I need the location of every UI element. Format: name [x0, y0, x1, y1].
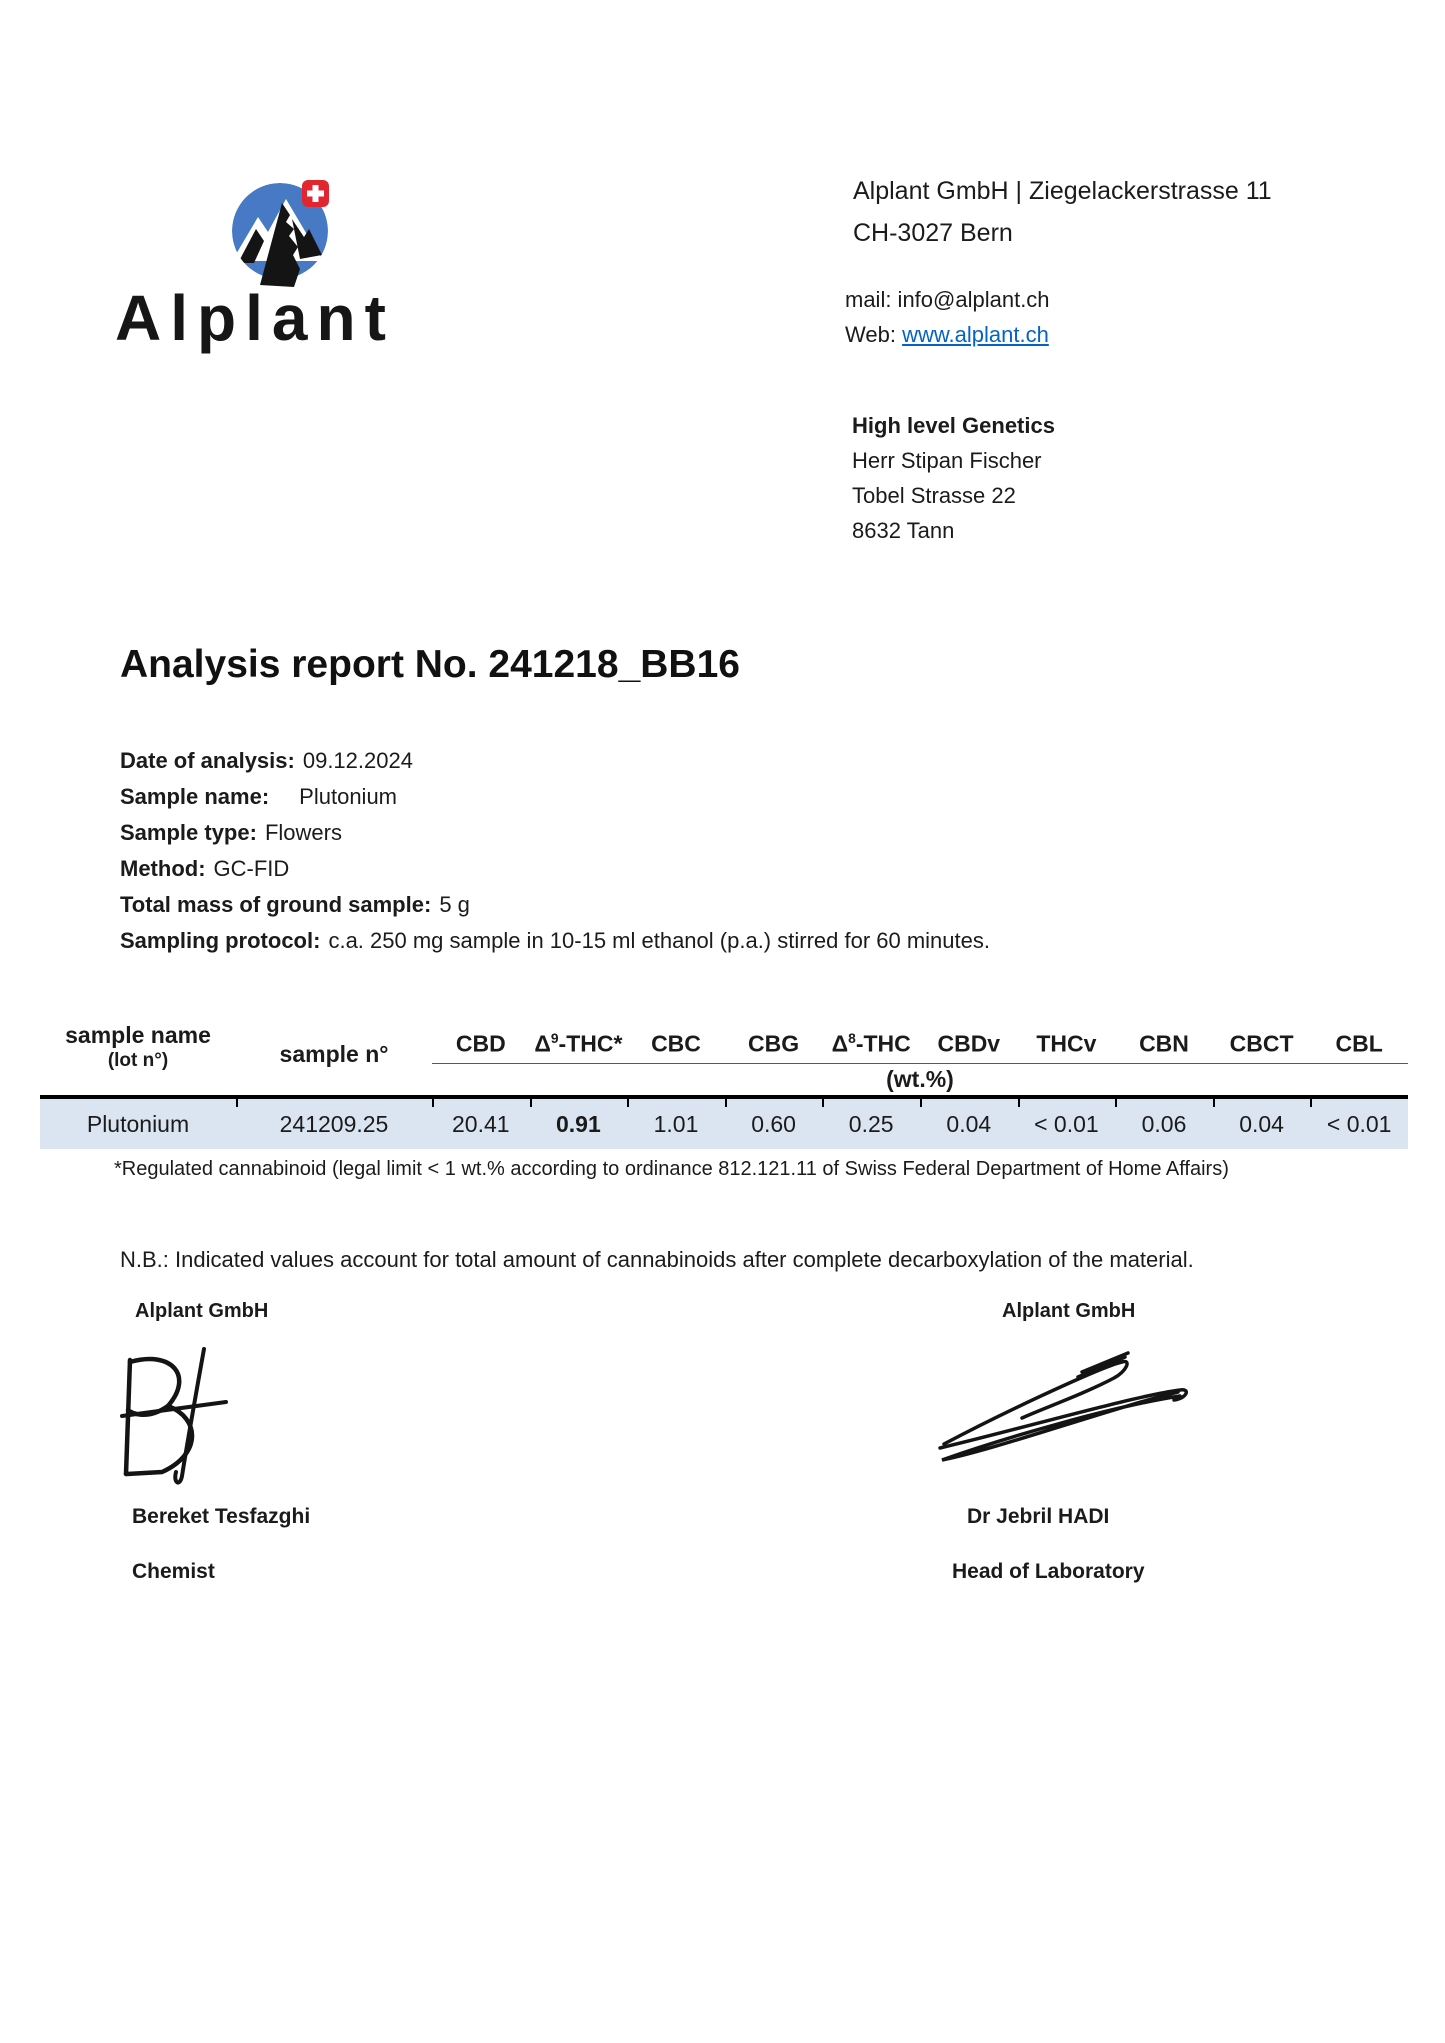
- results-table: [40, 1000, 1408, 1149]
- table-top-border: [40, 1095, 1408, 1100]
- cell-cbct: 0.04: [1239, 1110, 1284, 1137]
- cell-sample-number: 241209.25: [279, 1110, 389, 1137]
- unit-label: (wt.%): [886, 1065, 954, 1092]
- info-row-sampling-protocol: Sampling protocol: c.a. 250 mg sample in 10-15 ml ethanol (p.a.) stirred for 60 minutes.: [120, 928, 990, 953]
- recipient-address: [852, 408, 1055, 548]
- signature-name-left: Bereket Tesfazghi: [132, 1505, 311, 1528]
- column-divider-tick: [1115, 1099, 1117, 1107]
- column-divider-tick: [822, 1099, 824, 1107]
- cell-cbc: 1.01: [653, 1110, 699, 1137]
- cell-thcv: < 0.01: [1034, 1110, 1099, 1137]
- column-divider-tick: [1213, 1099, 1215, 1107]
- contact-block: [845, 282, 1050, 352]
- col-header-cbg: CBG: [748, 1030, 800, 1057]
- column-divider-tick: [1018, 1099, 1020, 1107]
- col-header-cbd: CBD: [455, 1030, 506, 1057]
- sample-info-block: [120, 743, 990, 959]
- signature-left: [116, 1346, 231, 1486]
- col-header-cbl: CBL: [1335, 1030, 1383, 1057]
- column-divider-tick: [920, 1099, 922, 1107]
- col-header-sample-number: sample n°: [279, 1040, 389, 1067]
- col-header-cbc: CBC: [651, 1030, 701, 1057]
- table-row: [40, 1099, 1408, 1149]
- info-row-total-mass: Total mass of ground sample: 5 g: [120, 892, 470, 917]
- signature-company-left: Alplant GmbH: [135, 1300, 269, 1322]
- cell-d9-thc: 0.91: [556, 1110, 601, 1137]
- info-row-date: Date of analysis: 09.12.2024: [120, 748, 413, 773]
- col-header-cbct: CBCT: [1229, 1030, 1294, 1057]
- web-label: Web:: [845, 322, 903, 347]
- info-row-method: Method: GC-FID: [120, 856, 290, 881]
- col-header-thcv: THCv: [1036, 1030, 1097, 1057]
- col-header-d9-thc: $\Delta^9-THC*$: [534, 1030, 623, 1057]
- sender-address-line2: CH-3027 Bern: [853, 219, 1013, 247]
- regulated-cannabinoid-footnote: *Regulated cannabinoid (legal limit < 1 wt.% according to ordinance 812.121.11 of Swiss Federal Department of Home Affairs): [114, 1158, 1229, 1180]
- column-divider-tick: [725, 1099, 727, 1107]
- col-header-d8-thc: $\Delta^8$-THC: [831, 1030, 911, 1057]
- sender-address: [853, 170, 1272, 254]
- cell-cbn: 0.06: [1141, 1110, 1187, 1137]
- mail-line: mail: info@alplant.ch: [845, 287, 1050, 312]
- column-divider-tick: [432, 1099, 434, 1107]
- cell-cbl: < 0.01: [1326, 1110, 1392, 1137]
- column-divider-tick: [627, 1099, 629, 1107]
- info-row-sample-name: Sample name: Plutonium: [120, 784, 398, 809]
- signature-role-left: Chemist: [132, 1560, 215, 1583]
- sender-address-line1: Alplant GmbH | Ziegelackerstrasse 11: [853, 177, 1272, 205]
- alplant-mountain-logo-icon: [230, 175, 334, 291]
- cell-cbdv: 0.04: [946, 1110, 992, 1137]
- signature-name-right: Dr Jebril HADI: [967, 1505, 1110, 1528]
- alplant-wordmark: Alplant: [115, 282, 395, 354]
- col-header-cbn: CBN: [1139, 1030, 1189, 1057]
- recipient-name: Herr Stipan Fischer: [852, 448, 1042, 473]
- column-divider-tick: [236, 1099, 238, 1107]
- col-header-sample-name: sample name (lot n°): [65, 1022, 211, 1072]
- cell-d8-thc: 0.25: [848, 1110, 894, 1137]
- info-row-sample-type: Sample type: Flowers: [120, 820, 342, 845]
- cell-sample-name: Plutonium: [86, 1110, 190, 1137]
- recipient-city: 8632 Tann: [852, 518, 955, 543]
- results-table-header: [40, 1000, 1408, 1095]
- col-header-cbdv: CBDv: [937, 1030, 1001, 1057]
- signature-role-right: Head of Laboratory: [952, 1560, 1145, 1583]
- column-divider-tick: [530, 1099, 532, 1107]
- signature-right: [932, 1346, 1200, 1476]
- cell-cbd: 20.41: [452, 1110, 510, 1137]
- signature-company-right: Alplant GmbH: [1002, 1300, 1136, 1322]
- web-line: [845, 317, 1050, 352]
- recipient-street: Tobel Strasse 22: [852, 483, 1016, 508]
- recipient-company: High level Genetics: [852, 413, 1055, 438]
- column-divider-tick: [1310, 1099, 1312, 1107]
- website-link[interactable]: www.alplant.ch: [902, 322, 1049, 347]
- cell-cbg: 0.60: [751, 1110, 796, 1137]
- report-title: Analysis report No. 241218_BB16: [120, 643, 740, 686]
- decarboxylation-note: N.B.: Indicated values account for total amount of cannabinoids after complete decarboxylation of the material.: [120, 1247, 1194, 1272]
